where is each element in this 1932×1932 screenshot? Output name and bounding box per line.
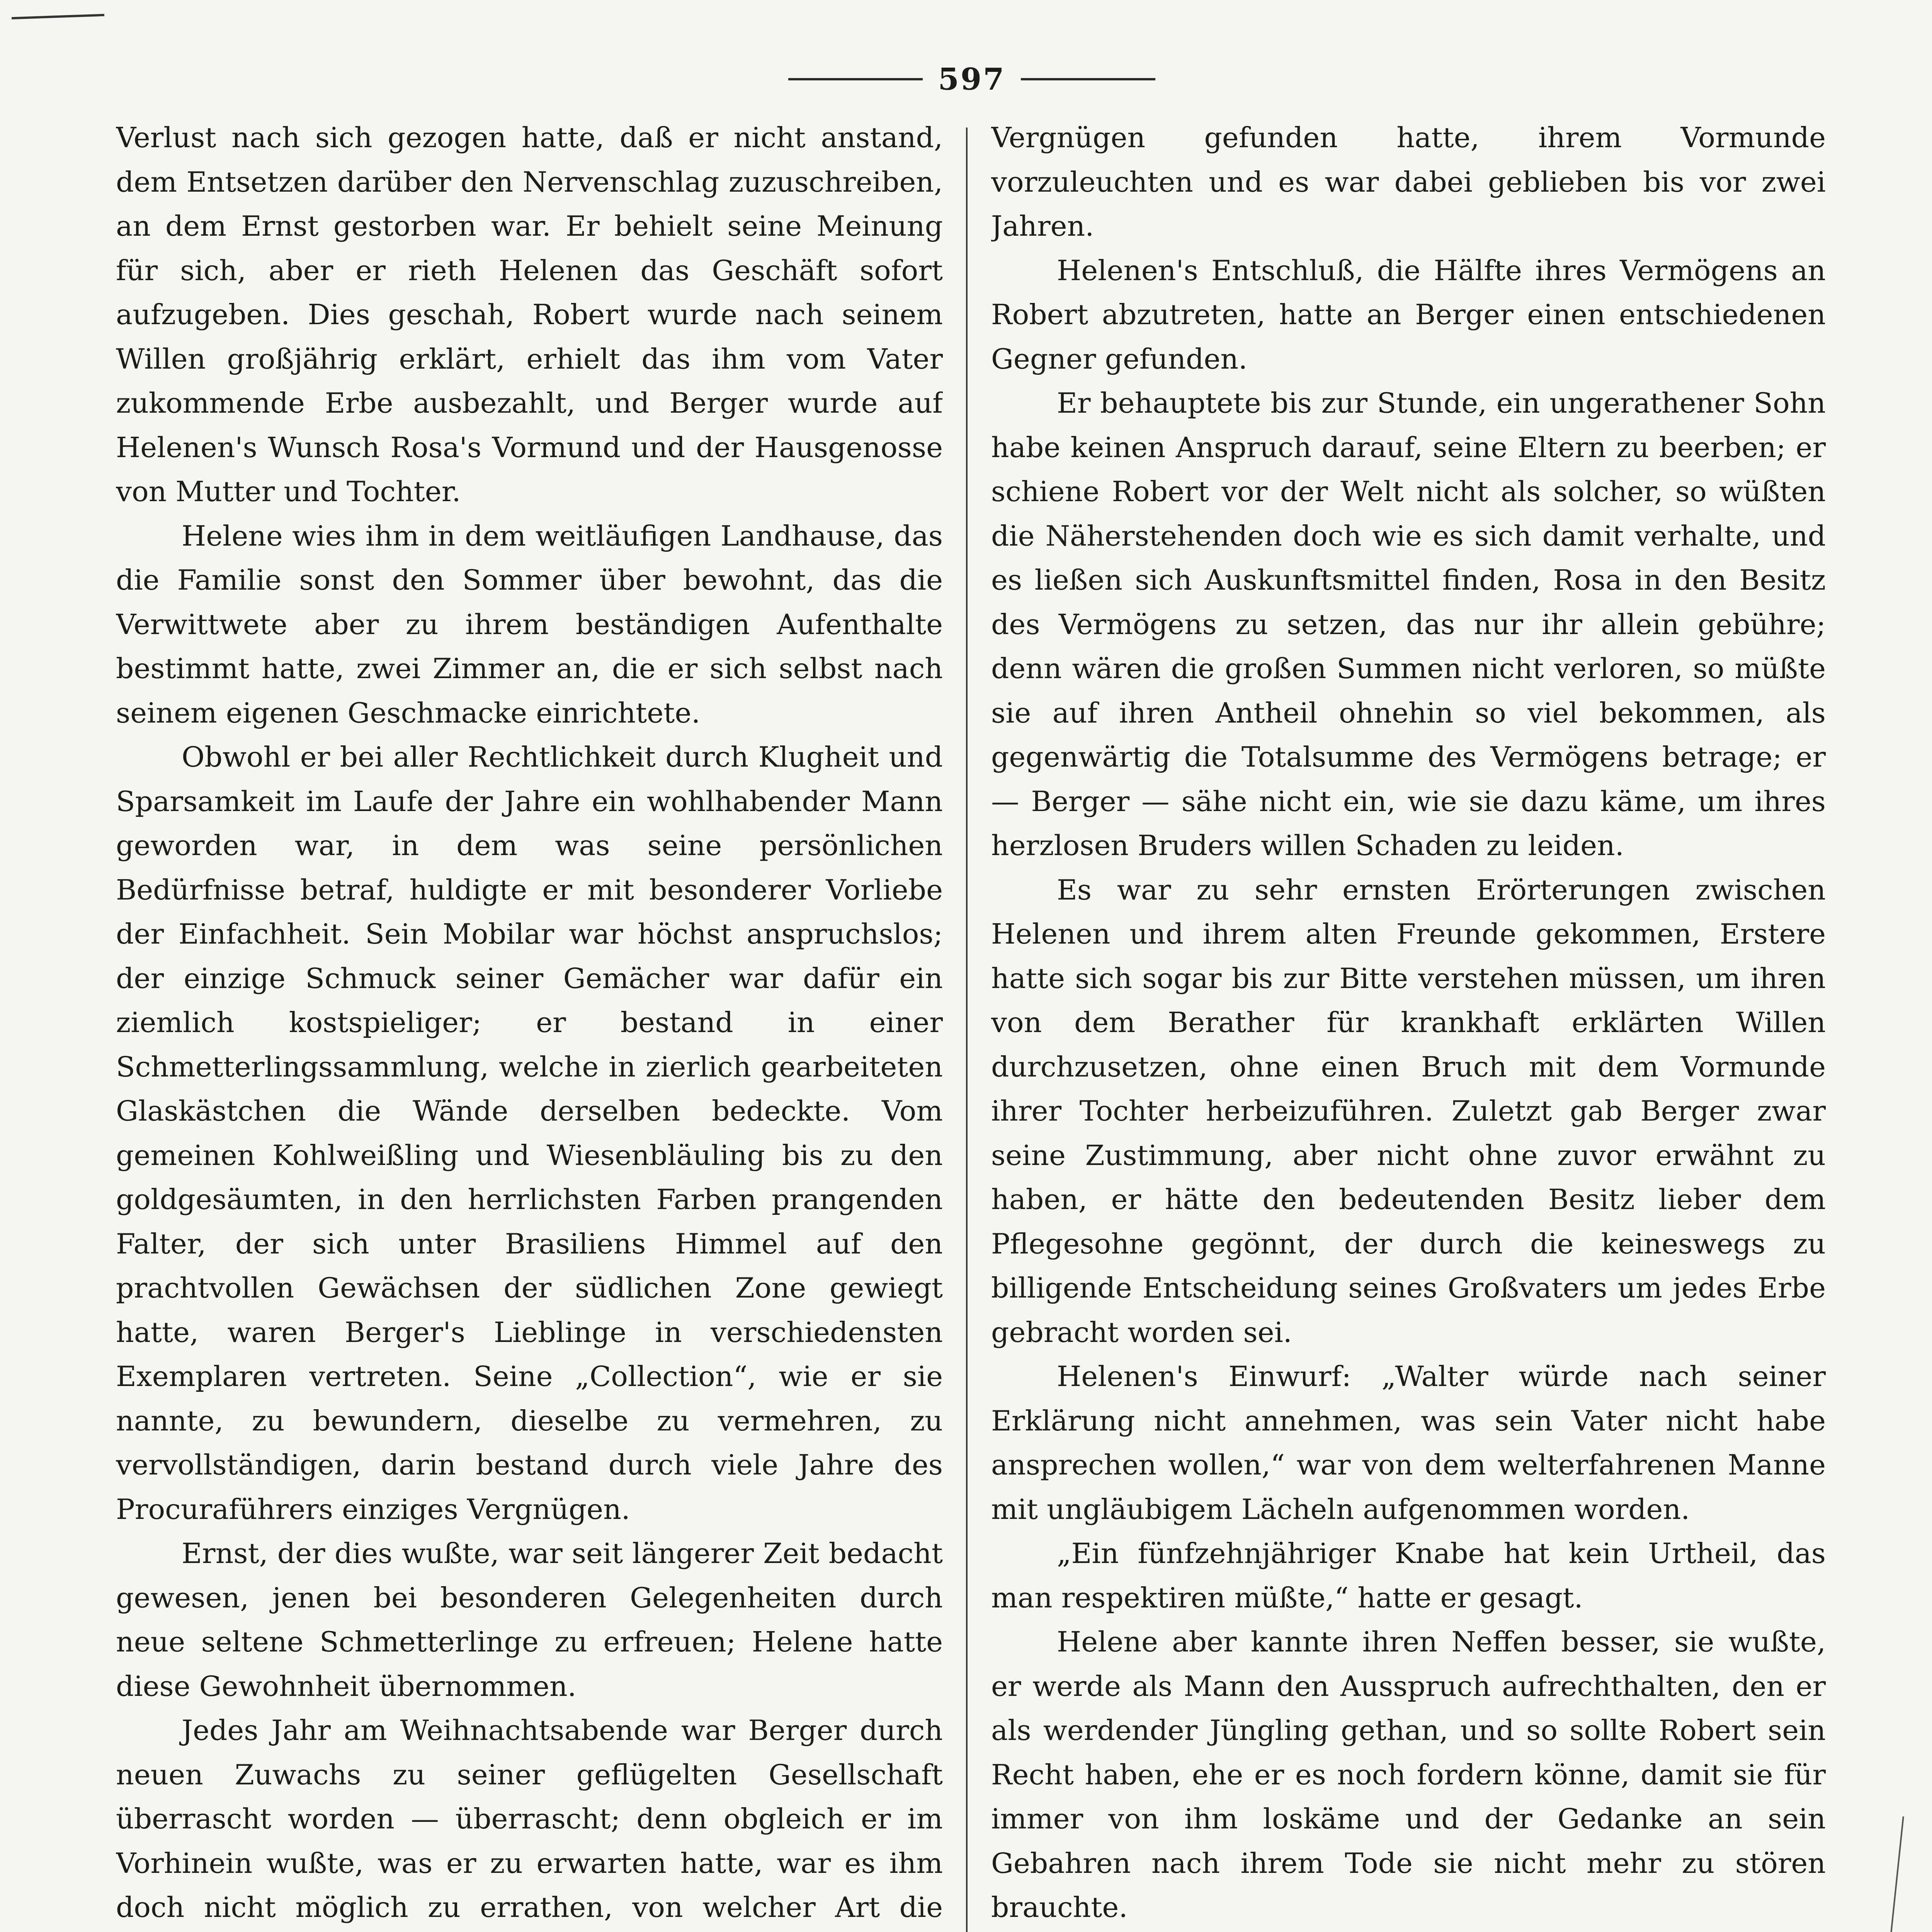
paragraph: Jedes Jahr am Weihnachtsabende war Berger durch neuen Zuwachs zu seiner geflügelten Gesellschaft überrascht worden — überrascht; denn obgleich er im Vorhinein wußte, was er zu erwarten hatte, war es ihm doch nicht möglich zu errathen, von welcher Art die — [116, 1714, 943, 1924]
paragraph: Helenen's Einwurf: „Walter würde nach seiner Erklärung nicht annehmen, was sein Vater nicht habe ansprechen wollen,“ war von dem welterfahrenen Manne mit ungläubigem Lächeln aufgenommen worden. — [991, 1361, 1826, 1526]
paragraph: „Ein fünfzehnjähriger Knabe hat kein Urtheil, das man respektiren müßte,“ hatte er gesagt. — [991, 1537, 1826, 1614]
corner-rule — [12, 14, 104, 19]
left-column — [116, 116, 943, 1932]
paragraph — [991, 1930, 1826, 1932]
paragraph: Er behauptete bis zur Stunde, ein ungerathener Sohn habe keinen Anspruch darauf, seine Eltern zu beerben; er schiene Robert vor der Welt nicht als solcher, so wüßten die Näherstehenden doch wie es sich damit verhalte, und es ließen sich Auskunftsmittel finden, Rosa in den Besitz des Vermögens zu setzen, das nur ihr allein gebühre; denn wären die großen Summen nicht verloren, so müßte sie auf ihren Antheil ohnehin so viel bekommen, als gegenwärtig die Totalsumme des Vermögens betrage; er — Berger — sähe nicht ein, wie sie dazu käme, um ihres herzlosen Bruders willen Schaden zu leiden. — [991, 387, 1826, 862]
paragraph: Es war zu sehr ernsten Erörterungen zwischen Helenen und ihrem alten Freunde gekommen, Erstere hatte sich sogar bis zur Bitte verstehen müssen, um ihren von dem Berather für krankhaft erklärten Willen durchzusetzen, ohne einen Bruch mit dem Vormunde ihrer Tochter herbeizuführen. Zuletzt gab Berger zwar seine Zustimmung, aber nicht ohne zuvor erwähnt zu haben, er hätte den bedeutenden Besitz lieber dem Pflegesohne gegönnt, der durch die keineswegs zu billigende Entscheidung seines Großvaters um jedes Erbe gebracht worden sei. — [991, 874, 1826, 1349]
paragraph: Ernst, der dies wußte, war seit längerer Zeit bedacht gewesen, jenen bei besonderen Gelegenheiten durch neue seltene Schmetterlinge zu erfreuen; Helene hatte diese Gewohnheit übernommen. — [116, 1537, 943, 1703]
paragraph: Helene aber kannte ihren Neffen besser, sie wußte, er werde als Mann den Ausspruch aufrechthalten, den er als werdender Jüngling gethan, und so sollte Robert sein Recht haben, ehe er es noch fordern könne, damit sie für immer von ihm loskäme und der Gedanke an sein Gebahren nach ihrem Tode sie nicht mehr zu stören brauchte. — [991, 1626, 1826, 1924]
paragraph: Obwohl er bei aller Rechtlichkeit durch Klugheit und Sparsamkeit im Laufe der Jahre ein wohlhabender Mann geworden war, in dem was seine persönlichen Bedürfnisse betraf, huldigte er mit besonderer Vorliebe der Einfachheit. Sein Mobilar war höchst anspruchslos; der einzige Schmuck seiner Gemächer war dafür ein ziemlich kostspieliger; er bestand in einer Schmetterlingssammlung, welche in zierlich gearbeiteten Glaskästchen die Wände derselben bedeckte. Vom gemeinen Kohlweißling und Wiesenbläuling bis zu den goldgesäumten, in den herrlichsten Farben prangenden Falter, der sich unter Brasiliens Himmel auf den prachtvollen Gewächsen der südlichen Zone gewiegt hatte, waren Berger's Lieblinge in verschiedensten Exemplaren vertreten. Seine „Collection“, wie er sie nannte, zu bewundern, dieselbe zu vermehren, zu vervollständigen, darin bestand durch viele Jahre des Procuraführers einziges Vergnügen. — [116, 741, 943, 1526]
margin-mark — [1888, 1816, 1904, 1932]
paragraph: Helenen's Entschluß, die Hälfte ihres Vermögens an Robert abzutreten, hatte an Berger einen entschiedenen Gegner gefunden. — [991, 254, 1826, 376]
paragraph: Vergnügen gefunden hatte, ihrem Vormunde vorzuleuchten und es war dabei geblieben bis vor zwei Jahren. — [991, 122, 1826, 243]
paragraph: Verlust nach sich gezogen hatte, daß er nicht anstand, dem Entsetzen darüber den Nervenschlag zuzuschreiben, an dem Ernst gestorben war. Er behielt seine Meinung für sich, aber er rieth Helenen das Geschäft sofort aufzugeben. Dies geschah, Robert wurde nach seinem Willen großjährig erklärt, erhielt das ihm vom Vater zukommende Erbe ausbezahlt, und Berger wurde auf Helenen's Wunsch Rosa's Vormund und der Hausgenosse von Mutter und Tochter. — [116, 122, 943, 508]
header-rule-left — [788, 78, 923, 80]
page-header — [788, 58, 1155, 100]
column-divider — [966, 128, 968, 1932]
header-rule-right — [1021, 78, 1155, 80]
right-column — [991, 116, 1826, 1932]
paragraph: Helene wies ihm in dem weitläufigen Landhause, das die Familie sonst den Sommer über bewohnt, das die Verwittwete aber zu ihrem beständigen Aufenthalte bestimmt hatte, zwei Zimmer an, die er sich selbst nach seinem eigenen Geschmacke einrichtete. — [116, 520, 943, 730]
page-number: 597 — [938, 61, 1006, 97]
